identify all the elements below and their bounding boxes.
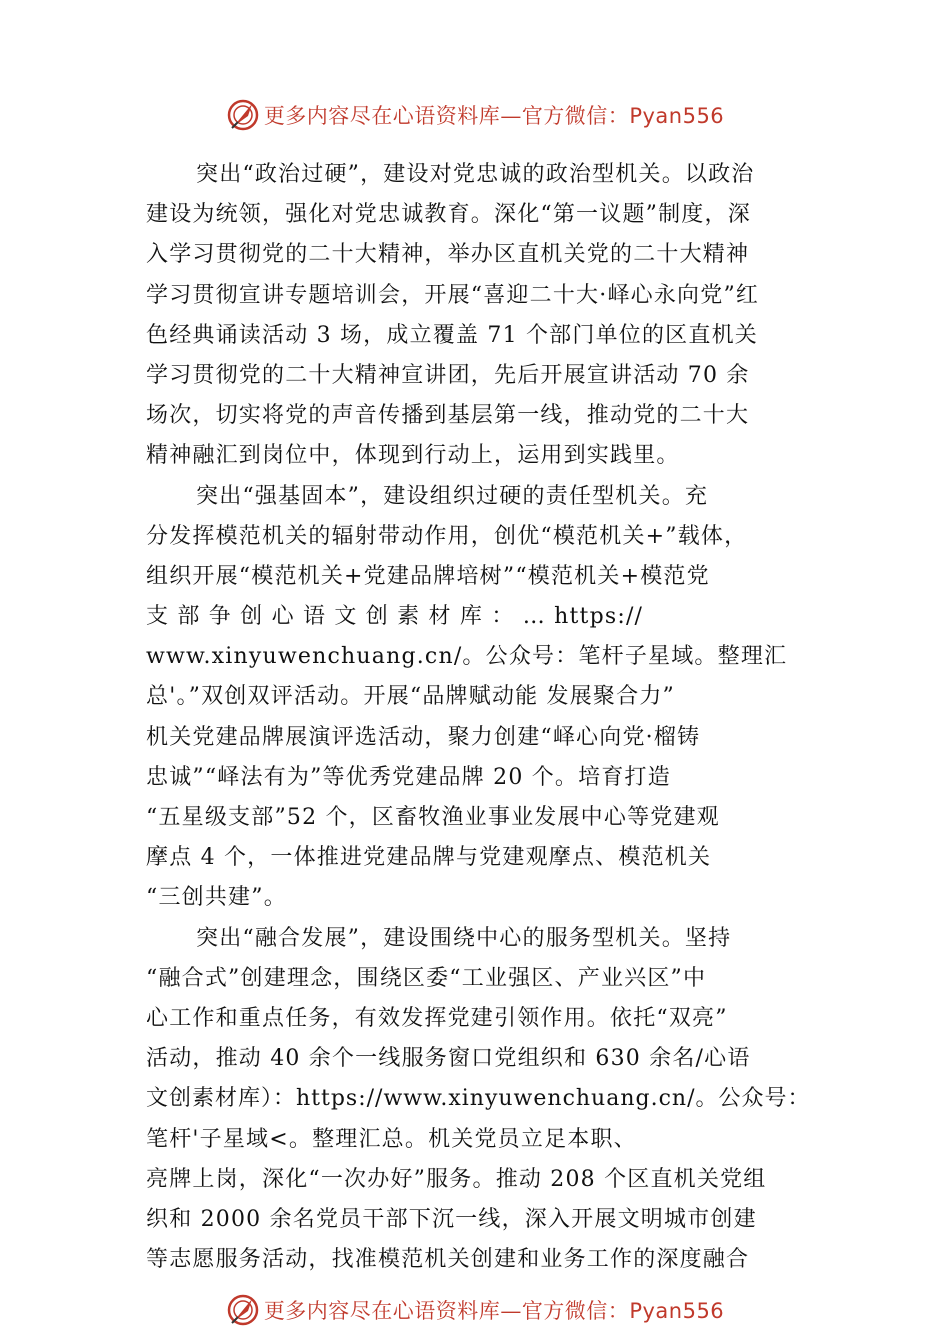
- text-line: 支 部 争 创 心 语 文 创 素 材 库 ： … https://: [146, 604, 644, 630]
- text-line: 等志愿服务活动，找准模范机关创建和业务工作的深度融合: [146, 1247, 750, 1273]
- text-line: 活动，推动 40 余个一线服务窗口党组织和 630 余名/心语: [146, 1046, 751, 1072]
- text-line: 机关党建品牌展演评选活动，聚力创建“峄心向党·榴铸: [146, 724, 701, 750]
- text-line: 忠诚”“峄法有为”等优秀党建品牌 20 个。培育打造: [146, 764, 671, 790]
- text-line: www.xinyuwenchuang.cn/。公众号：笔杆子星域。整理汇: [146, 644, 788, 670]
- footer-banner: [0, 1290, 950, 1330]
- text-line: “融合式”创建理念，围绕区委“工业强区、产业兴区”中: [146, 965, 707, 991]
- banner-text: [264, 1295, 724, 1325]
- banner-separator: —: [500, 1299, 522, 1323]
- banner-official-label: 官方微信：: [521, 104, 630, 128]
- quill-logo-icon: [226, 1293, 260, 1327]
- banner-text: [264, 100, 724, 130]
- text-line: 分发挥模范机关的辐射带动作用，创优“模范机关+”载体，: [146, 523, 748, 549]
- banner-wechat-id: Pyan556: [629, 1299, 725, 1323]
- text-line: 突出“政治过硬”，建设对党忠诚的政治型机关。以政治: [196, 162, 755, 187]
- text-line: 织和 2000 余名党员干部下沉一线，深入开展文明城市创建: [146, 1206, 757, 1232]
- text-line: “五星级支部”52 个，区畜牧渔业事业发展中心等党建观: [146, 805, 720, 830]
- text-line: 色经典诵读活动 3 场，成立覆盖 71 个部门单位的区直机关: [146, 322, 758, 348]
- banner-main-text: 更多内容尽在心语资料库: [263, 104, 501, 128]
- text-line: 摩点 4 个，一体推进党建品牌与党建观摩点、模范机关: [146, 845, 712, 871]
- text-line: 突出“强基固本”，建设组织过硬的责任型机关。充: [196, 483, 709, 509]
- text-line: 学习贯彻党的二十大精神宣讲团，先后开展宣讲活动 70 余: [146, 362, 750, 388]
- text-line: 精神融汇到岗位中，体现到行动上，运用到实践里。: [146, 443, 680, 469]
- banner-wechat-id: Pyan556: [629, 104, 725, 128]
- text-line: 场次，切实将党的声音传播到基层第一线，推动党的二十大: [146, 403, 750, 429]
- banner-main-text: 更多内容尽在心语资料库: [263, 1299, 501, 1323]
- text-line: 亮牌上岗，深化“一次办好”服务。推动 208 个区直机关党组: [146, 1166, 767, 1192]
- text-line: 学习贯彻宣讲专题培训会，开展“喜迎二十大·峄心永向党”红: [146, 282, 760, 308]
- text-line: 总'。”双创双评活动。开展“品牌赋动能 发展聚合力”: [146, 684, 675, 710]
- text-line: 笔杆'子星域<。整理汇总。机关党员立足本职、: [146, 1126, 637, 1152]
- text-line: 文创素材库）：https://www.xinyuwenchuang.cn/。公众号：: [146, 1086, 811, 1112]
- text-line: 建设为统领，强化对党忠诚教育。深化“第一议题”制度，深: [146, 202, 751, 228]
- quill-logo-icon: [226, 98, 260, 132]
- text-line: 心工作和重点任务，有效发挥党建引领作用。依托“双亮”: [146, 1005, 728, 1031]
- text-line: “三创共建”。: [146, 885, 287, 911]
- document-body: [146, 155, 816, 1280]
- header-banner: [0, 95, 950, 135]
- text-line: 突出“融合发展”，建设围绕中心的服务型机关。坚持: [196, 925, 732, 951]
- banner-official-label: 官方微信：: [521, 1299, 630, 1323]
- banner-separator: —: [500, 104, 522, 128]
- text-line: 入学习贯彻党的二十大精神，举办区直机关党的二十大精神: [146, 242, 750, 268]
- text-line: 组织开展“模范机关+党建品牌培树”“模范机关+模范党: [146, 563, 710, 589]
